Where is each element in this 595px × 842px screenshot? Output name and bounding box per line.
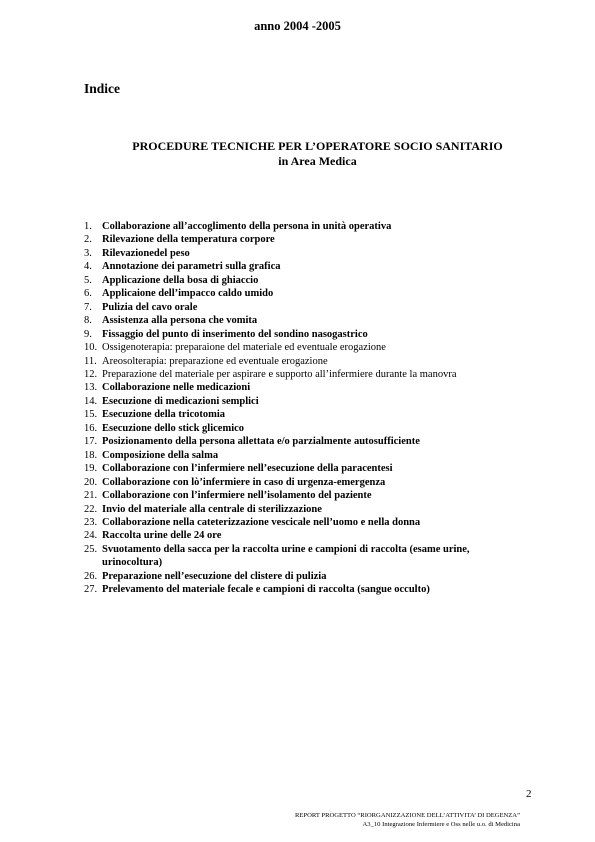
toc-item-number: 24. <box>84 530 98 542</box>
toc-item-text: Esecuzione di medicazioni semplici <box>102 395 259 407</box>
header-year: anno 2004 -2005 <box>254 19 341 33</box>
toc-item-text: Fissaggio del punto di inserimento del sondino nasogastrico <box>102 328 368 340</box>
toc-item <box>84 422 532 435</box>
toc-item-number: 13. <box>84 382 98 394</box>
toc-item <box>84 583 532 596</box>
footer-line-2: A3_10 Integrazione Infermiere e Oss nelle u.o. di Medicina <box>362 821 520 828</box>
footer-line-1: REPORT PROGETTO “RIORGANIZZAZIONE DELL’ATTIVITA’ DI DEGENZA” <box>295 812 520 819</box>
toc-item <box>84 341 532 354</box>
toc-item-text: Collaborazione nella cateterizzazione vescicale nell’uomo e nella donna <box>102 516 421 528</box>
toc-item-text: Raccolta urine delle 24 ore <box>102 530 222 542</box>
toc-item-text: Collaborazione con l’infermiere nell’esecuzione della paracentesi <box>102 463 393 475</box>
title-line-2: in Area Medica <box>278 154 357 168</box>
toc-item <box>84 314 532 327</box>
toc-item <box>84 462 532 475</box>
toc-item-number: 2. <box>84 234 92 246</box>
toc-item-number: 23. <box>84 516 98 528</box>
toc-item-number: 7. <box>84 301 92 313</box>
toc-item <box>84 355 532 368</box>
toc-item-number: 9. <box>84 328 92 340</box>
toc-item <box>84 301 532 314</box>
toc-item-number: 21. <box>84 490 98 502</box>
toc-item <box>84 476 532 489</box>
toc-item-text: Posizionamento della persona allettata e/o parzialmente autosufficiente <box>102 436 420 448</box>
toc-item-text: Preparazione nell’esecuzione del clistere di pulizia <box>102 570 327 582</box>
toc-item-number: 26. <box>84 570 98 582</box>
toc-item-text: Annotazione dei parametri sulla grafica <box>102 261 281 273</box>
toc-item-number: 3. <box>84 247 92 259</box>
toc-item-number: 8. <box>84 315 92 327</box>
toc-item-text: Prelevamento del materiale fecale e campioni di raccolta (sangue occulto) <box>102 584 430 596</box>
toc-item <box>84 435 532 448</box>
toc-item <box>84 233 532 246</box>
page-footer <box>240 811 520 829</box>
toc-item-text: Areosolterapia: preparazione ed eventuale erogazione <box>102 355 328 367</box>
toc-item-text: Pulizia del cavo orale <box>102 301 198 313</box>
toc-item-number: 12. <box>84 368 98 380</box>
toc-item <box>84 287 532 300</box>
toc-item <box>84 516 532 529</box>
title-line-1: PROCEDURE TECNICHE PER L’OPERATORE SOCIO SANITARIO <box>132 139 503 153</box>
toc-item-text: Collaborazione con lò’infermiere in caso di urgenza-emergenza <box>102 476 386 488</box>
toc-item <box>84 449 532 462</box>
toc-item <box>84 274 532 287</box>
toc-item <box>84 368 532 381</box>
toc-item-number: 14. <box>84 395 98 407</box>
toc-item <box>84 328 532 341</box>
toc-item-number: 18. <box>84 449 98 461</box>
toc-item-number: 10. <box>84 342 98 354</box>
toc-item-text: Composizione della salma <box>102 449 219 461</box>
toc-item <box>84 489 532 502</box>
toc-item-text: Esecuzione dello stick glicemico <box>102 422 245 434</box>
toc-item <box>84 381 532 394</box>
toc-item-text: Esecuzione della tricotomia <box>102 409 226 421</box>
toc-item <box>84 529 532 542</box>
toc-item-number: 19. <box>84 463 98 475</box>
section-heading: Indice <box>84 81 121 96</box>
toc-item <box>84 220 532 233</box>
toc-item <box>84 570 532 583</box>
toc-item-text: Applicaione dell’impacco caldo umido <box>102 288 274 300</box>
toc-item-text: Rilevazione della temperatura corpore <box>102 234 275 246</box>
toc-item-text: Svuotamento della sacca per la raccolta urine e campioni di raccolta (esame urine, urinocoltura) <box>102 543 470 569</box>
toc-item-text: Collaborazione nelle medicazioni <box>102 382 251 394</box>
toc-item-text: Assistenza alla persona che vomita <box>102 315 258 327</box>
toc-item-text: Collaborazione all’accoglimento della persona in unità operativa <box>102 221 392 232</box>
toc-item-number: 20. <box>84 476 98 488</box>
toc-item-number: 11. <box>84 355 97 367</box>
toc-item-number: 1. <box>84 221 92 232</box>
toc-item-number: 4. <box>84 261 92 273</box>
toc-item-text: Applicazione della bosa di ghiaccio <box>102 274 259 286</box>
toc-item <box>84 503 532 516</box>
table-of-contents <box>84 220 532 597</box>
toc-item <box>84 395 532 408</box>
toc-item-number: 25. <box>84 543 98 555</box>
toc-item-number: 15. <box>84 409 98 421</box>
toc-item-number: 6. <box>84 288 92 300</box>
toc-item <box>84 543 532 570</box>
toc-item-number: 5. <box>84 274 92 286</box>
toc-item <box>84 247 532 260</box>
toc-item-number: 27. <box>84 584 98 596</box>
page-number: 2 <box>526 788 532 800</box>
toc-item <box>84 260 532 273</box>
toc-item <box>84 408 532 421</box>
document-title <box>40 139 595 169</box>
toc-item-number: 22. <box>84 503 98 515</box>
toc-item-number: 17. <box>84 436 98 448</box>
toc-item-text: Ossigenoterapia: preparaione del materiale ed eventuale erogazione <box>102 342 386 354</box>
toc-item-text: Rilevazionedel peso <box>102 247 190 259</box>
toc-item-text: Invio del materiale alla centrale di sterilizzazione <box>102 503 322 515</box>
toc-item-number: 16. <box>84 422 98 434</box>
toc-item-text: Preparazione del materiale per aspirare e supporto all’infermiere durante la manovra <box>102 368 457 380</box>
toc-item-text: Collaborazione con l’infermiere nell’isolamento del paziente <box>102 490 372 502</box>
